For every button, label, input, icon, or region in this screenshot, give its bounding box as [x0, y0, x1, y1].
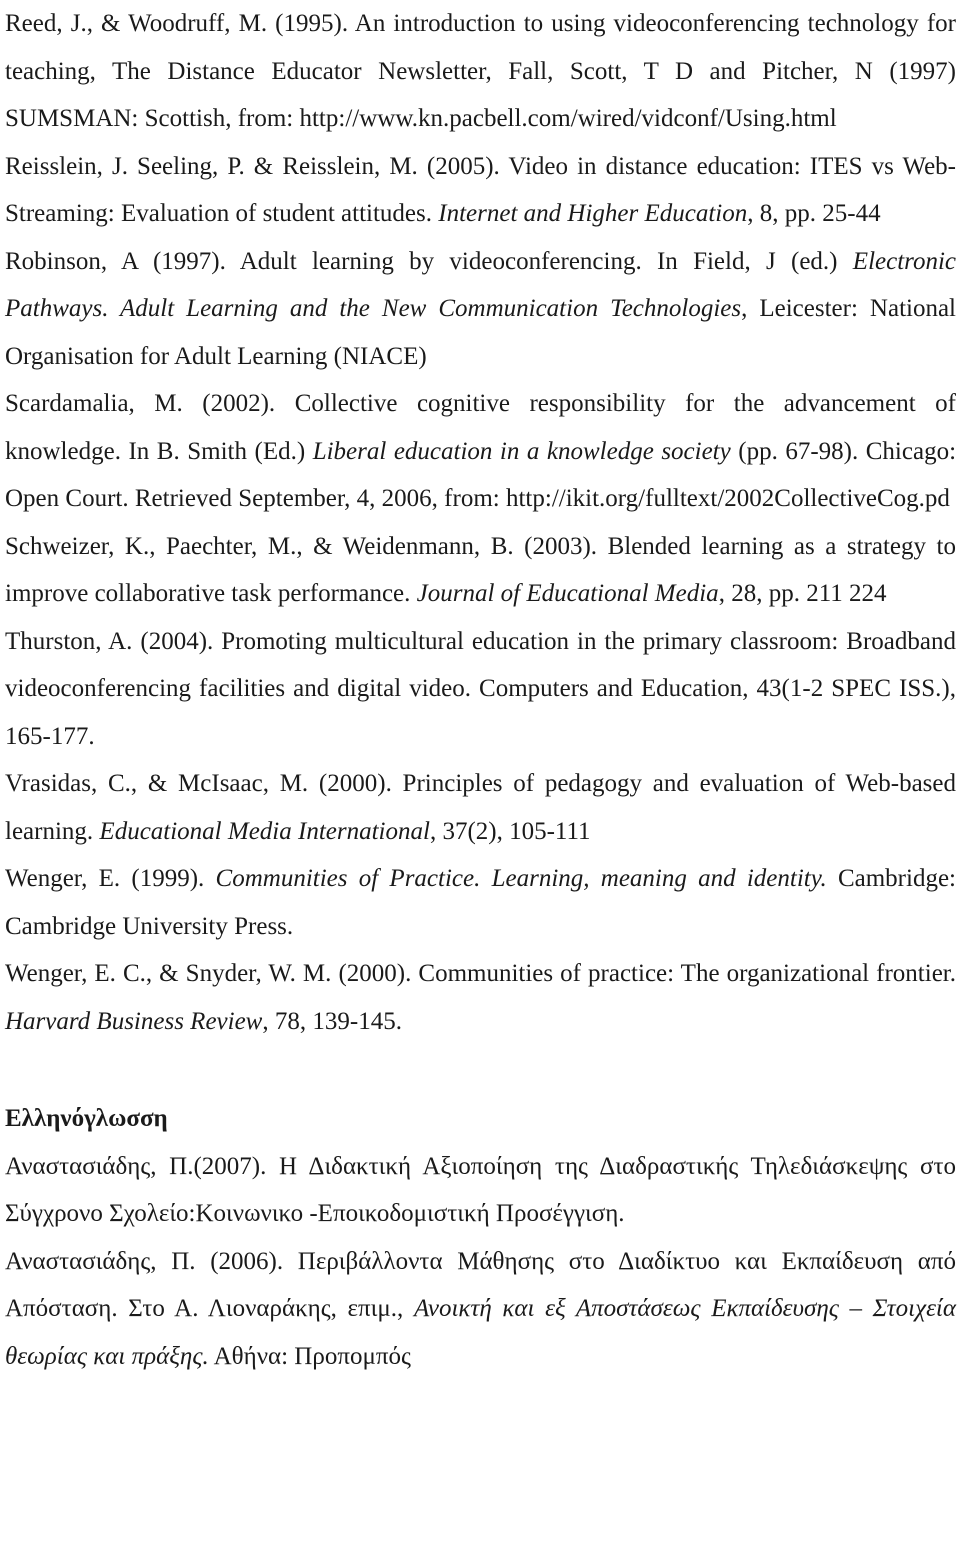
reference-text: Scardamalia, M. (2002). Collective cognitive responsibility for the advancement of knowledge. In B. Smith (Ed.)	[5, 390, 956, 465]
reference-text: , Leicester: National Organisation for Adult Learning (NIACE)	[5, 295, 956, 370]
reference-vrasidas-2000	[5, 760, 956, 855]
book-title: Electronic Pathways. Adult Learning and the New Communication Technologies	[5, 247, 956, 322]
reference-text: Schweizer, K., Paechter, M., & Weidenmann, B. (2003). Blended learning as a strategy to improve collaborative task performance.	[5, 532, 956, 607]
reference-text: Reisslein, J. Seeling, P. & Reisslein, M. (2005). Video in distance education: ITES vs Web-Streaming: Evaluation of student attitudes.	[5, 152, 956, 227]
reference-text: , 28, pp. 211 224	[718, 580, 887, 607]
reference-text: Wenger, E. C., & Snyder, W. M. (2000). Communities of practice: The organizational frontier.	[5, 960, 956, 987]
reference-text: , 37(2), 105-111	[429, 817, 591, 845]
greek-references-section	[5, 1095, 956, 1380]
reference-wenger-1999	[5, 855, 956, 950]
reference-scardamalia-2002	[5, 380, 956, 523]
reference-text: , 8, pp. 25-44	[747, 200, 881, 227]
reference-text: Wenger, E. (1999).	[5, 865, 216, 892]
reference-text: Robinson, A (1997). Adult learning by videoconferencing. In Field, J (ed.)	[5, 247, 853, 275]
journal-title: Journal of Educational Media	[416, 580, 719, 607]
section-spacer	[5, 1045, 956, 1092]
reference-schweizer-2003	[5, 523, 956, 618]
reference-wenger-snyder-2000	[5, 950, 956, 1045]
reference-text: , 78, 139-145.	[262, 1007, 402, 1035]
reference-text: Vrasidas, C., & McIsaac, M. (2000). Principles of pedagogy and evaluation of Web-based learning.	[5, 770, 956, 845]
reference-text: (pp. 67-98). Chicago: Open Court. Retrieved September, 4, 2006, from: http://ikit.org/fulltext/2002CollectiveCog.pd	[5, 437, 957, 512]
reference-text: Αναστασιάδης, Π. (2006). Περιβάλλοντα Μάθησης στο Διαδίκτυο και Εκπαίδευση από Απόσταση. Στο Α. Λιοναράκης, επιμ.,	[5, 1247, 956, 1322]
document-page	[5, 0, 956, 1377]
reference-reisslein-2005	[5, 143, 956, 238]
journal-title: Internet and Higher Education	[438, 200, 748, 227]
book-title: Communities of Practice. Learning, meaning and identity.	[215, 865, 827, 892]
reference-anastasiadis-2006	[5, 1238, 956, 1381]
reference-robinson-1997	[5, 238, 956, 381]
book-title: Liberal education in a knowledge society	[312, 437, 731, 465]
book-title: Ανοικτή και εξ Αποστάσεως Εκπαίδευσης – Στοιχεία θεωρίας και πράξης.	[5, 1295, 956, 1370]
reference-text: Cambridge: Cambridge University Press.	[5, 865, 956, 940]
reference-anastasiadis-2007: Αναστασιάδης, Π.(2007). Η Διδακτική Αξιοποίηση της Διαδραστικής Τηλεδιάσκεψης στο Σύγχρονο Σχολείο:Κοινωνικο -Εποικοδομιστική Προσέγγιση.	[5, 1152, 956, 1227]
section-heading-greek: Ελληνόγλωσση	[5, 1105, 168, 1132]
reference-text: Αθήνα: Προπομπός	[208, 1342, 411, 1370]
reference-thurston-2004: Thurston, A. (2004). Promoting multicultural education in the primary classroom: Broadband videoconferencing facilities and digital video. Computers and Education, 43(1-2 SPEC ISS.), 165-177.	[5, 627, 956, 750]
journal-title: Educational Media International	[99, 817, 430, 845]
reference-reed-1995: Reed, J., & Woodruff, M. (1995). An introduction to using videoconferencing technology for teaching, The Distance Educator Newsletter, Fall, Scott, T D and Pitcher, N (1997) SUMSMAN: Scottish, from: http://www.kn.pacbell.com/wired/vidconf/Using.html	[5, 10, 956, 132]
journal-title: Harvard Business Review	[5, 1007, 263, 1035]
